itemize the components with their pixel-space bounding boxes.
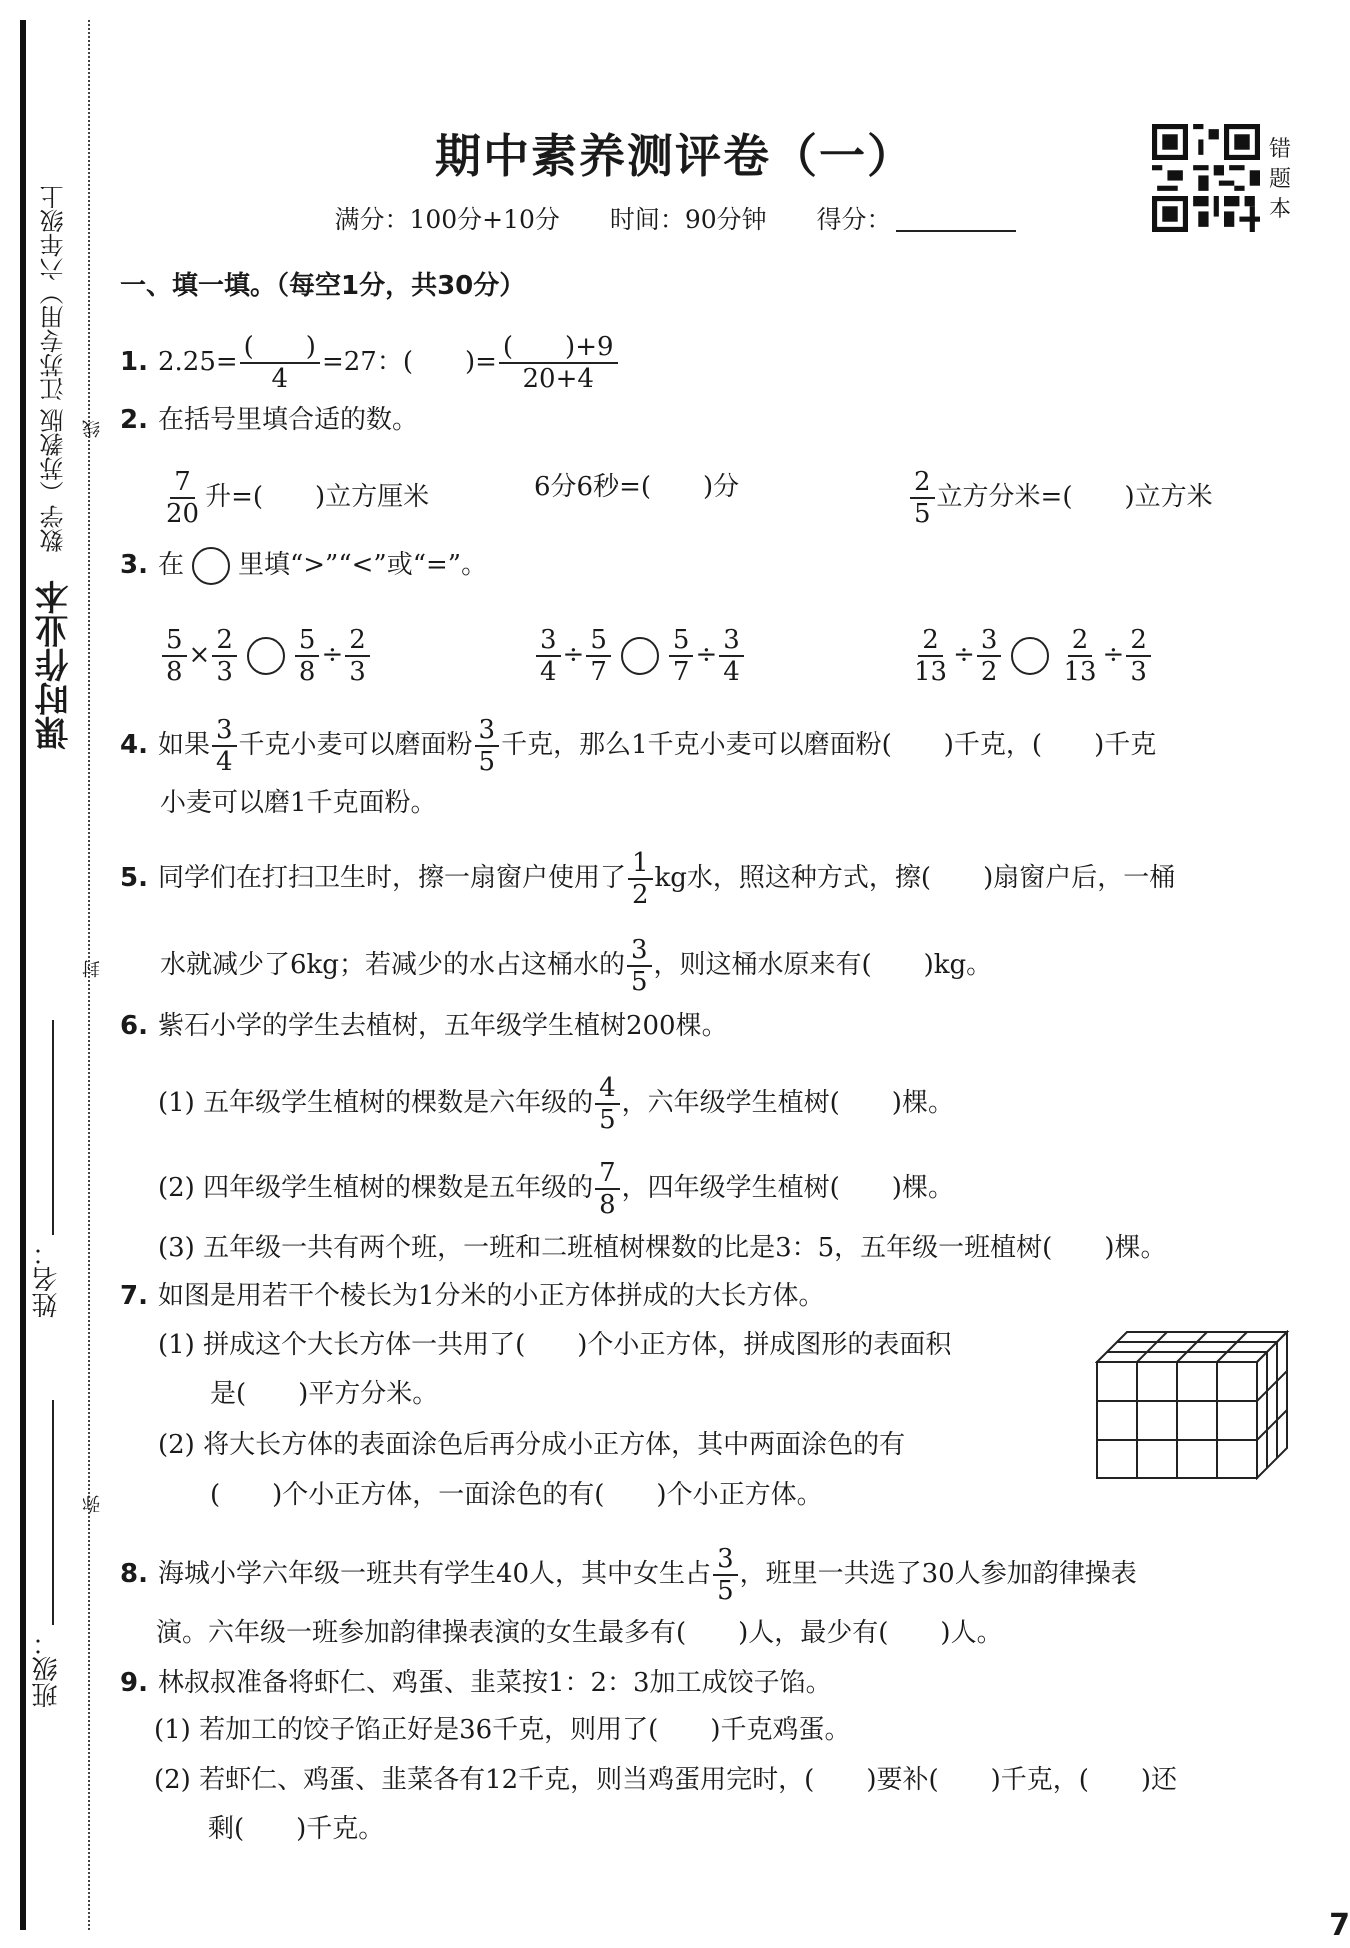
cuboid-figure	[1095, 1330, 1290, 1480]
q1-fraction-1[interactable]: $\frac{( )}{4}$	[240, 332, 320, 394]
q2-item-a[interactable]: $\frac{7}{20}$ 升=( )立方厘米	[166, 467, 430, 529]
section-title: 一、填一填。（每空1分，共30分）	[120, 271, 526, 301]
cut-mark-feng: 封	[82, 960, 103, 978]
question-4-line2: 小麦可以磨1千克面粉。	[160, 788, 437, 818]
q7-sub-1-line2[interactable]: 是( )平方分米。	[210, 1379, 439, 1409]
compare-circle-3[interactable]	[1011, 637, 1049, 675]
book-subject: 数学（苏教版 江苏专用）六年级上	[40, 185, 68, 553]
q9-sub-2[interactable]: (2) 若虾仁、鸡蛋、韭菜各有12千克，则当鸡蛋用完时，( )要补( )千克，( )还	[154, 1765, 1178, 1795]
score-label: 得分：	[816, 205, 892, 234]
page-number: 7	[1329, 1908, 1350, 1943]
q7-sub-2[interactable]: (2) 将大长方体的表面涂色后再分成小正方体，其中两面涂色的有	[158, 1430, 906, 1460]
binding-rule	[20, 20, 26, 1930]
q7-sub-2-line2[interactable]: ( )个小正方体，一面涂色的有( )个小正方体。	[210, 1480, 823, 1510]
question-8-line2[interactable]: 演。六年级一班参加韵律操表演的女生最多有( )人，最少有( )人。	[156, 1618, 1003, 1648]
q3-expr-3: $\frac{2}{13}$ ÷ $\frac{3}{2}$ $\frac{2}{13}$ ÷ $\frac{2}{3}$	[908, 625, 1153, 687]
question-9: 9. 林叔叔准备将虾仁、鸡蛋、韭菜按1：2：3加工成饺子馅。	[120, 1668, 832, 1698]
name-label: 姓名：	[32, 1240, 62, 1318]
question-3: 3. 在 里填“>”“<”或“=”。	[120, 545, 487, 585]
qr-label: 错题本	[1268, 137, 1291, 222]
question-5[interactable]: 5. 同学们在打扫卫生时，擦一扇窗户使用了 $\frac{1}{2}$ kg水，照这种方式，擦( )扇窗户后，一桶	[120, 848, 1176, 910]
q6-sub-2[interactable]: (2) 四年级学生植树的棵数是五年级的 $\frac{7}{8}$ ，四年级学生植树( )棵。	[158, 1158, 954, 1220]
q1-fraction-2[interactable]: $\frac{( )+9}{20+4}$	[499, 332, 618, 394]
cut-mark-xian: 线	[82, 420, 103, 438]
question-5-line2[interactable]: 水就减少了6kg；若减少的水占这桶水的 $\frac{3}{5}$ ，则这桶水原来有( )kg。	[160, 935, 993, 997]
class-label: 班级：	[32, 1630, 62, 1708]
question-7: 7. 如图是用若干个棱长为1分米的小正方体拼成的大长方体。	[120, 1281, 825, 1311]
book-brand: 课时作业本	[35, 580, 75, 750]
full-score: 满分：100分+10分	[334, 205, 560, 234]
q6-sub-3[interactable]: (3) 五年级一共有两个班，一班和二班植树棵数的比是3：5，五年级一班植树( )棵。	[158, 1233, 1167, 1263]
q1-number: 1.	[120, 347, 148, 377]
qr-code-icon[interactable]	[1152, 124, 1260, 232]
compare-circle-icon	[192, 547, 230, 585]
q6-sub-1[interactable]: (1) 五年级学生植树的棵数是六年级的 $\frac{4}{5}$ ，六年级学生植树( )棵。	[158, 1073, 954, 1135]
compare-circle-1[interactable]	[247, 637, 285, 675]
q3-expr-1: $\frac{5}{8}$ × $\frac{2}{3}$ $\frac{5}{8}$ ÷ $\frac{2}{3}$	[160, 625, 372, 687]
score-blank[interactable]	[896, 230, 1016, 232]
class-field-line[interactable]	[52, 1400, 54, 1625]
exam-info	[0, 200, 1350, 236]
question-2: 2. 在括号里填合适的数。	[120, 405, 418, 435]
question-1: 1. 2.25= $\frac{( )}{4}$ =27：( )= $\frac{( )+9}{20+4}$	[120, 332, 620, 394]
name-field-line[interactable]	[52, 1020, 54, 1235]
q2-item-c[interactable]: $\frac{2}{5}$ 立方分米=( )立方米	[908, 467, 1213, 529]
question-6: 6. 紫石小学的学生去植树，五年级学生植树200棵。	[120, 1011, 728, 1041]
q9-sub-2-line2[interactable]: 剩( )千克。	[208, 1814, 385, 1844]
q3-expr-2: $\frac{3}{4}$ ÷ $\frac{5}{7}$ $\frac{5}{7}$ ÷ $\frac{3}{4}$	[534, 625, 746, 687]
q7-sub-1[interactable]: (1) 拼成这个大长方体一共用了( )个小正方体，拼成图形的表面积	[158, 1330, 952, 1360]
compare-circle-2[interactable]	[621, 637, 659, 675]
q2-item-b[interactable]: 6分6秒=( )分	[534, 472, 740, 502]
question-4[interactable]: 4. 如果 $\frac{3}{4}$ 千克小麦可以磨面粉 $\frac{3}{5}$ 千克，那么1千克小麦可以磨面粉( )千克，( )千克	[120, 715, 1157, 777]
question-8[interactable]: 8. 海城小学六年级一班共有学生40人，其中女生占 $\frac{3}{5}$ ，班里一共选了30人参加韵律操表	[120, 1544, 1137, 1606]
q9-sub-1[interactable]: (1) 若加工的饺子馅正好是36千克，则用了( )千克鸡蛋。	[154, 1715, 851, 1745]
page-title: 期中素养测评卷（一）	[435, 129, 915, 183]
time-limit: 时间：90分钟	[609, 205, 767, 234]
cut-mark-mi: 弥	[82, 1495, 103, 1513]
